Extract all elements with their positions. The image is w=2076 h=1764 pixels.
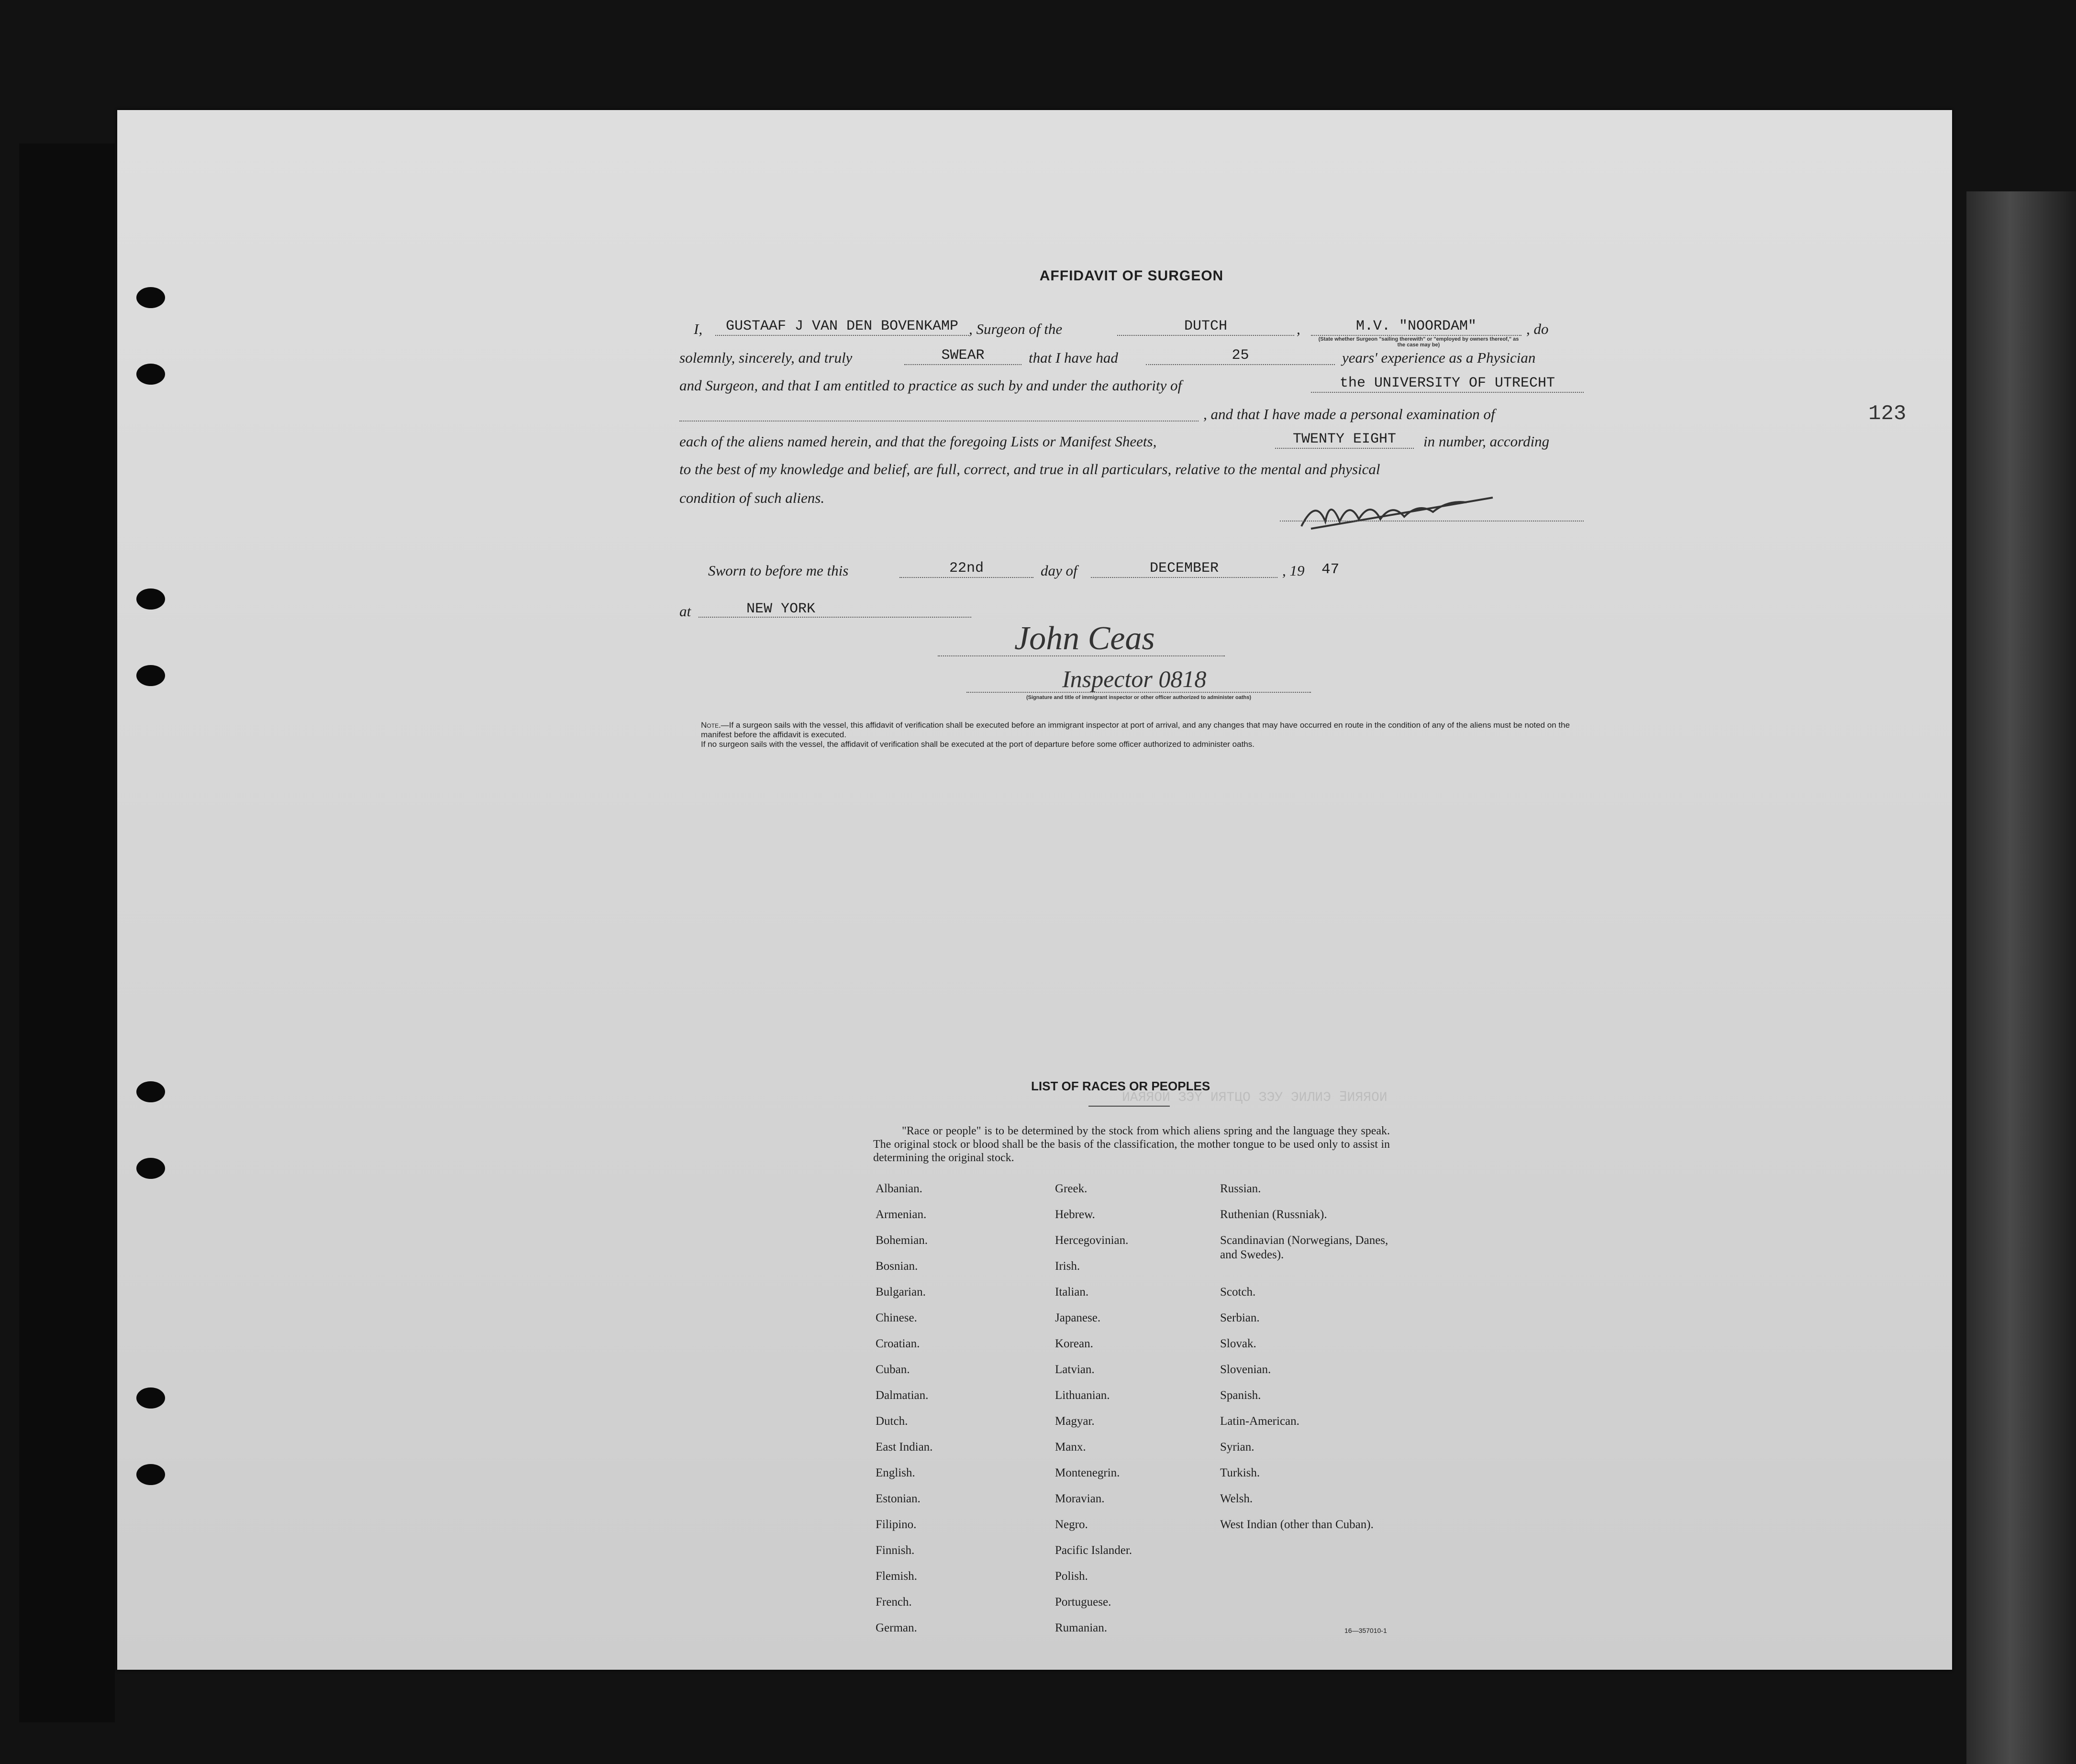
punch-hole <box>136 1387 165 1409</box>
race-item: Dutch. <box>876 1415 908 1428</box>
day-of-label: day of <box>1041 562 1077 579</box>
race-item: Hercegovinian. <box>1055 1234 1129 1247</box>
sheets-field: TWENTY EIGHT <box>1275 431 1414 449</box>
race-item: Negro. <box>1055 1518 1088 1531</box>
surgeon-of-label: , Surgeon of the <box>969 321 1063 337</box>
race-item: Ruthenian (Russniak). <box>1220 1208 1327 1221</box>
punch-hole <box>136 1464 165 1485</box>
race-item: Magyar. <box>1055 1415 1095 1428</box>
place-field: NEW YORK <box>699 600 971 618</box>
race-item: Bohemian. <box>876 1234 928 1247</box>
race-item: French. <box>876 1596 912 1609</box>
vessel-note: (State whether Surgeon "sailing therewith" or "employed by owners thereof," as the case may be) <box>1318 336 1519 348</box>
affidavit-line-5b: in number, according <box>1423 433 1550 450</box>
race-item: Bosnian. <box>876 1260 918 1273</box>
race-item: East Indian. <box>876 1441 933 1453</box>
authority-field: the UNIVERSITY OF UTRECHT <box>1311 375 1584 393</box>
race-item: Korean. <box>1055 1337 1093 1350</box>
race-item: Moravian. <box>1055 1492 1105 1505</box>
surgeon-name-field: GUSTAAF J VAN DEN BOVENKAMP <box>715 318 969 336</box>
race-item: Japanese. <box>1055 1311 1101 1324</box>
affidavit-i: I, <box>694 321 703 337</box>
do-label: , do <box>1526 321 1549 337</box>
vessel-field: M.V. "NOORDAM" <box>1311 318 1521 336</box>
race-item: German. <box>876 1621 917 1634</box>
bleed-through-text: ИАЯЯОИ ЗЭҮ ИЯТЦО ЗЭУ ЭИЛИЭ ∃ИЯЯОИ <box>1122 1090 1388 1105</box>
affidavit-line-2c: years' experience as a Physician <box>1342 349 1536 366</box>
affidavit-line-7: condition of such aliens. <box>679 489 825 506</box>
race-item <box>1220 1543 1402 1569</box>
race-item: Greek. <box>1055 1182 1088 1195</box>
day-field: 22nd <box>899 560 1033 578</box>
races-column-1 <box>876 1182 1048 1647</box>
year-prefix-label: , 19 <box>1282 562 1305 579</box>
punch-hole <box>136 1081 165 1102</box>
signature-caption: (Signature and title of immigrant inspector or other officer authorized to administer oaths) <box>1026 695 1251 700</box>
affidavit-line-6: to the best of my knowledge and belief, are full, correct, and true in all particulars, relative to the mental and physical <box>679 461 1380 477</box>
punch-hole <box>136 364 165 385</box>
race-item: Dalmatian. <box>876 1389 929 1402</box>
races-column-3 <box>1220 1182 1402 1647</box>
race-item: Filipino. <box>876 1518 917 1531</box>
races-title-rule <box>1088 1106 1170 1107</box>
race-item: Rumanian. <box>1055 1621 1108 1634</box>
race-item: Croatian. <box>876 1337 920 1350</box>
race-item: Portuguese. <box>1055 1596 1111 1609</box>
at-label: at <box>679 603 691 620</box>
race-item: Welsh. <box>1220 1492 1253 1505</box>
race-item: Flemish. <box>876 1570 917 1583</box>
race-item: Italian. <box>1055 1286 1089 1298</box>
note-label: Note. <box>701 721 721 730</box>
race-item: Slovak. <box>1220 1337 1256 1350</box>
race-item: Latvian. <box>1055 1363 1095 1376</box>
affidavit-line-3a: and Surgeon, and that I am entitled to practice as such by and under the authority of <box>679 377 1182 394</box>
race-item: Pacific Islander. <box>1055 1544 1132 1557</box>
race-item: Turkish. <box>1220 1466 1260 1479</box>
race-item <box>1220 1595 1402 1621</box>
affidavit-line-4: , and that I have made a personal examination of <box>1203 406 1495 422</box>
surgeon-signature <box>1292 474 1560 541</box>
race-item: Finnish. <box>876 1544 915 1557</box>
affidavit-section: AFFIDAVIT OF SURGEON I, GUSTAAF J VAN DEN BOVENKAMP , Surgeon of the DUTCH , M.V. "NOORDAM" , do (State whether Surgeon "sailing therewith" or "employed by owners thereof," as the case may be) solemnly, sincerely, and truly SWEAR that I have had 25 years' experience as a Physician and Surgeon, and that I am entitled to practice as such by and under the authority of the UNIVERSITY OF UTRECHT , and that I have made a personal examination of each of the aliens named herein, and that the foregoing Lists or Manifest Sheets, TWENTY EIGHT in number, according to the best of my knowledge and belief, are full, correct, and true in all particulars, relative to the mental and physical condition of such aliens. Sworn to before me this 22nd day of DECEMBER , 19 47 at NEW YORK John Ceas Inspector 0818 (Signature and title of immigrant inspector or other officer authorized to administer oaths) <box>679 268 1584 284</box>
race-item: Serbian. <box>1220 1311 1260 1324</box>
inspector-title-line <box>966 692 1311 693</box>
years-field: 25 <box>1146 347 1335 365</box>
race-item: Slovenian. <box>1220 1363 1271 1376</box>
race-item: Lithuanian. <box>1055 1389 1110 1402</box>
race-item <box>1220 1259 1402 1285</box>
race-item: Estonian. <box>876 1492 921 1505</box>
race-item: Montenegrin. <box>1055 1466 1120 1479</box>
year-field: 47 <box>1321 561 1340 578</box>
races-column-2 <box>1055 1182 1213 1647</box>
race-item: Hebrew. <box>1055 1208 1095 1221</box>
affidavit-title: AFFIDAVIT OF SURGEON <box>1039 268 1224 284</box>
affidavit-line-5a: each of the aliens named herein, and that the foregoing Lists or Manifest Sheets, <box>679 433 1157 450</box>
page-number: 123 <box>1868 402 1907 426</box>
punch-hole <box>136 287 165 308</box>
races-title: LIST OF RACES OR PEOPLES <box>1031 1079 1210 1093</box>
inspector-signature: John Ceas <box>1014 620 1155 657</box>
film-border-left <box>19 144 115 1722</box>
sworn-label: Sworn to before me this <box>708 562 849 579</box>
race-item: Syrian. <box>1220 1441 1254 1453</box>
race-item: Spanish. <box>1220 1389 1261 1402</box>
race-item: Russian. <box>1220 1182 1261 1195</box>
film-border-right <box>1966 191 2076 1764</box>
race-item: Scotch. <box>1220 1286 1256 1298</box>
punch-hole <box>136 1158 165 1179</box>
affidavit-note <box>701 721 1581 749</box>
punch-hole <box>136 588 165 610</box>
race-item: Polish. <box>1055 1570 1088 1583</box>
race-item: Bulgarian. <box>876 1286 926 1298</box>
punch-hole <box>136 665 165 686</box>
affidavit-line-2a: solemnly, sincerely, and truly <box>679 349 853 366</box>
race-item: Latin-American. <box>1220 1415 1299 1428</box>
race-item <box>1220 1569 1402 1595</box>
race-item: Scandinavian (Norwegians, Danes, and Swedes). <box>1220 1234 1388 1261</box>
authority-continuation-field <box>679 403 1199 422</box>
nationality-field: DUTCH <box>1117 318 1294 336</box>
race-item: Irish. <box>1055 1260 1080 1273</box>
race-item: Armenian. <box>876 1208 927 1221</box>
race-item: English. <box>876 1466 915 1479</box>
month-field: DECEMBER <box>1091 560 1277 578</box>
inspector-signature-line <box>938 655 1225 656</box>
races-intro: "Race or people" is to be determined by the stock from which aliens spring and the language they speak. The original stock or blood shall be the basis of the classification, the mother tongue to be used only to assist in determining the original stock. <box>873 1125 1390 1164</box>
inspector-title: Inspector 0818 <box>1062 666 1207 692</box>
note-text-2: If no surgeon sails with the vessel, the affidavit of verification shall be executed at the port of departure before some officer authorized to administer oaths. <box>701 740 1254 749</box>
oath-field: SWEAR <box>904 347 1021 365</box>
race-item: Albanian. <box>876 1182 922 1195</box>
form-number: 16—357010-1 <box>1344 1627 1387 1634</box>
race-item: Cuban. <box>876 1363 910 1376</box>
race-item: West Indian (other than Cuban). <box>1220 1518 1374 1531</box>
note-text-1: —If a surgeon sails with the vessel, this affidavit of verification shall be executed before an immigrant inspector at port of arrival, and any changes that may have occurred en route in the condition of any of the aliens must be noted on the manifest before the affidavit is executed. <box>701 721 1570 739</box>
affidavit-line-2b: that I have had <box>1029 349 1118 366</box>
race-item: Chinese. <box>876 1311 917 1324</box>
race-item: Manx. <box>1055 1441 1086 1453</box>
document-page <box>117 110 1952 1670</box>
